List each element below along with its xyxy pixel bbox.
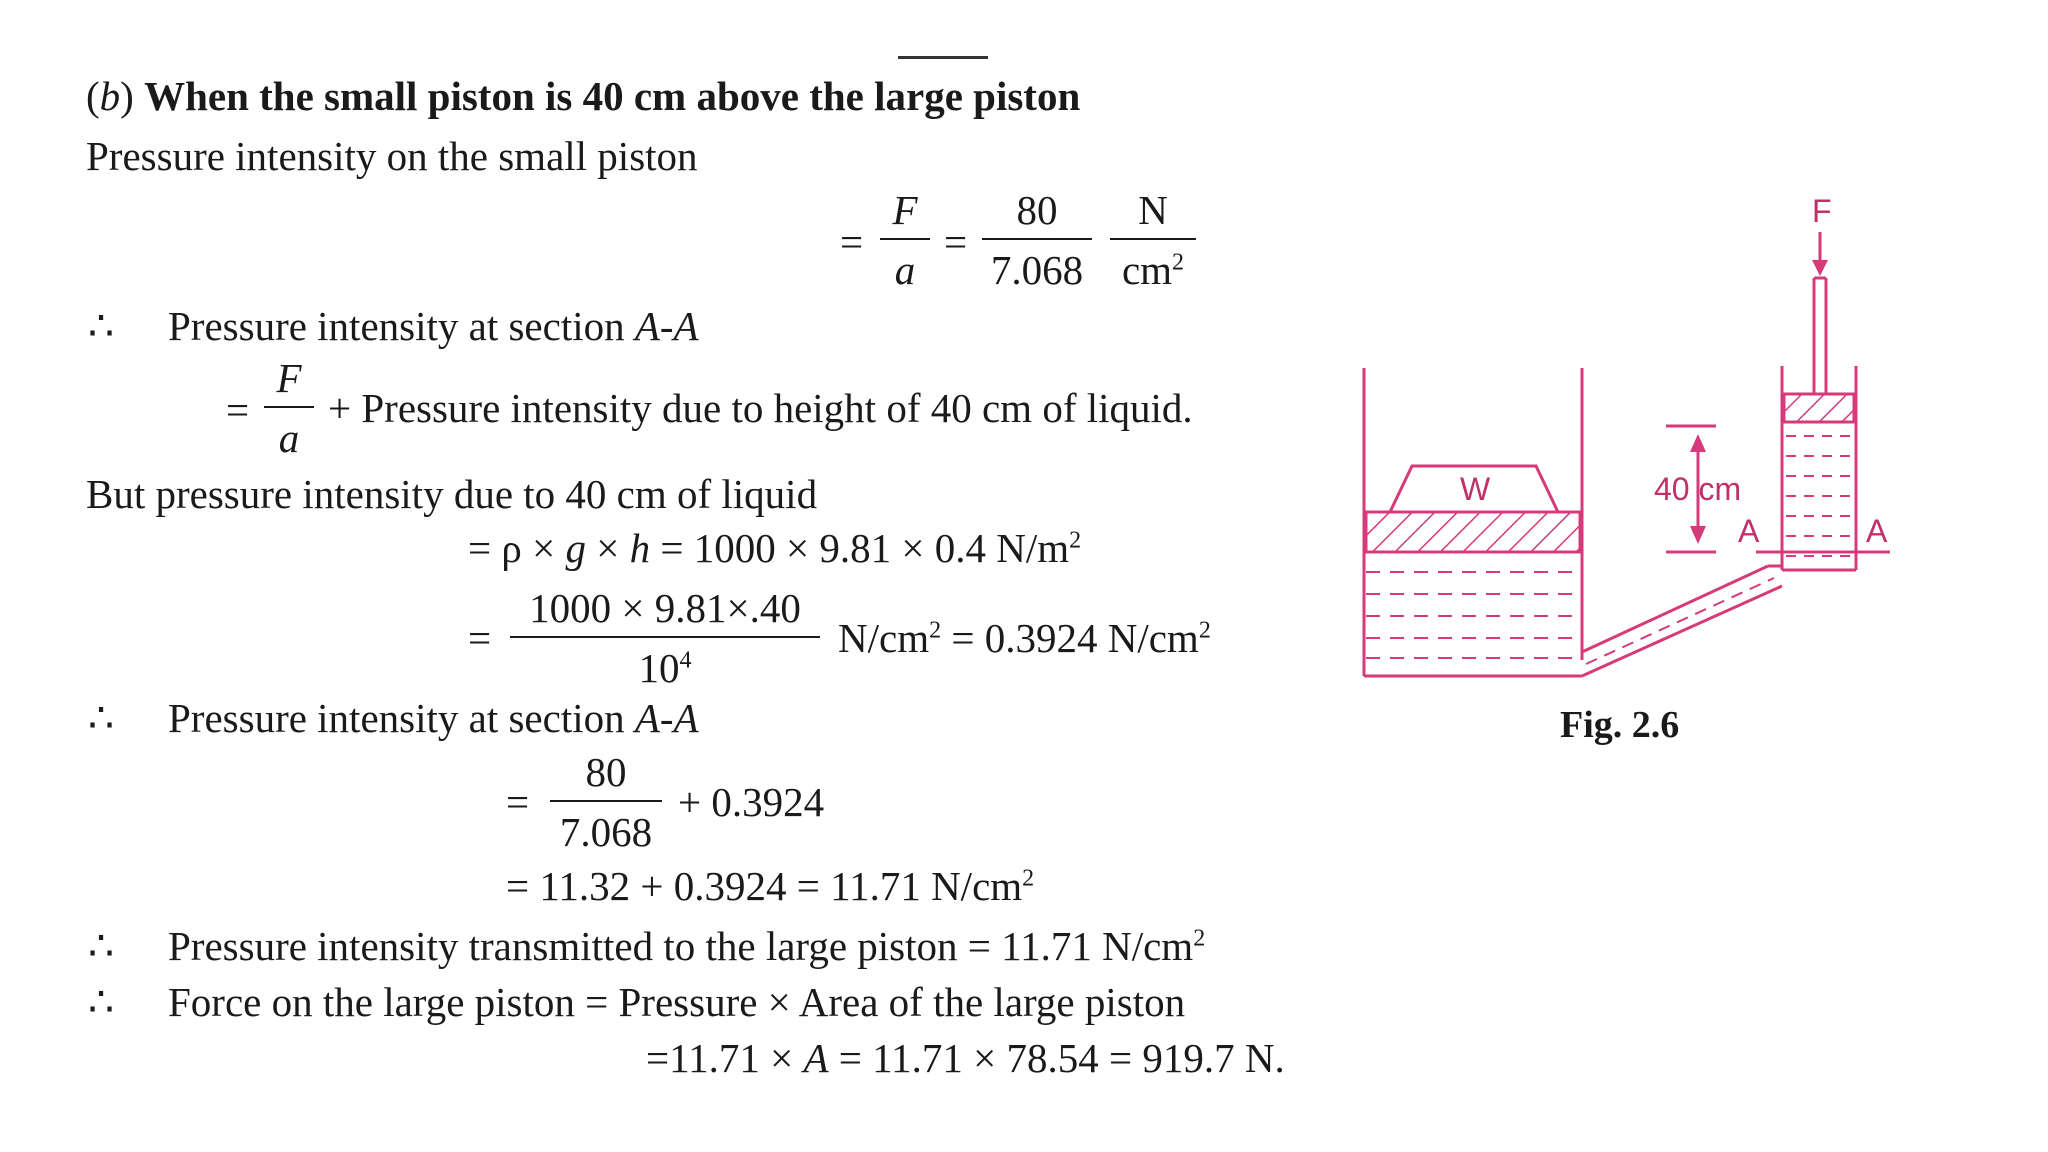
section-label-left: A: [1738, 513, 1760, 549]
eq1-equals: =: [840, 219, 864, 265]
heading-prefix-open: (: [86, 73, 100, 119]
eq4-equals: =: [468, 615, 492, 661]
eq4-result-value: = 0.3924 N/cm: [941, 615, 1199, 661]
heading-prefix-letter: b: [99, 73, 121, 119]
eq1-unit-numerator: N: [1138, 187, 1168, 233]
line4-text: Pressure intensity at section: [168, 695, 635, 741]
eq7-pre: =11.71 ×: [646, 1035, 804, 1081]
therefore-symbol-3: ∴: [88, 923, 115, 969]
eq4-exp-2: 2: [1198, 617, 1211, 644]
therefore-symbol-4: ∴: [88, 979, 115, 1025]
line-small-piston-pressure: Pressure intensity on the small piston: [86, 133, 698, 179]
heading-prefix-close: ): [120, 73, 134, 119]
eq4-exp-1: 2: [929, 617, 942, 644]
eq6-exponent: 2: [1022, 865, 1035, 892]
section-label-right: A: [1866, 513, 1888, 549]
eq6-text: = 11.32 + 0.3924 = 11.71 N/cm: [506, 863, 1023, 909]
eq1-unit-cm: cm: [1121, 247, 1173, 293]
heading-text: When the small piston is 40 cm above the large piston: [144, 73, 1081, 119]
eq1-unit-exponent: 2: [1172, 249, 1185, 276]
eq2-denominator-a: a: [278, 415, 300, 461]
line-force-large-piston: Force on the large piston = Pressure × Area of the large piston: [168, 979, 1186, 1025]
line2-section: A-A: [634, 303, 699, 349]
eq3-pre: = ρ ×: [468, 525, 566, 571]
eq1-denominator-7068: 7.068: [990, 247, 1084, 293]
line4-section: A-A: [634, 695, 699, 741]
small-piston: [1784, 394, 1854, 422]
eq7-post: = 11.71 × 78.54 = 919.7 N.: [828, 1035, 1285, 1081]
therefore-symbol-2: ∴: [88, 695, 115, 741]
therefore-symbol-1: ∴: [88, 303, 115, 349]
eq1-numerator-80: 80: [1016, 187, 1058, 233]
eq1-numerator-F: F: [892, 187, 918, 233]
eq7-A: A: [803, 1035, 829, 1081]
force-label: F: [1812, 193, 1832, 229]
eq3-mid: ×: [585, 525, 630, 571]
eq4-unit-1: N/cm: [838, 615, 930, 661]
eq2-rest: + Pressure intensity due to height of 40 cm of liquid.: [328, 385, 1193, 431]
dimension-arrow-up: [1690, 434, 1706, 452]
line5-text: Pressure intensity transmitted to the large piston = 11.71 N/cm: [168, 923, 1194, 969]
eq4-den-exponent: 4: [679, 647, 692, 674]
figure-caption: Fig. 2.6: [1560, 704, 1680, 746]
eq4-numerator: 1000 × 9.81×.40: [529, 585, 801, 631]
force-arrowhead: [1812, 260, 1828, 276]
eq3-post: = 1000 × 9.81 × 0.4 N/m: [650, 525, 1070, 571]
large-piston: [1366, 512, 1580, 552]
eq2-equals: =: [226, 387, 250, 433]
eq5-equals: =: [506, 779, 530, 825]
pipe-lower-wall: [1582, 586, 1782, 676]
line2-text: Pressure intensity at section: [168, 303, 635, 349]
height-label: 40 cm: [1654, 471, 1742, 507]
eq5-plus-term: + 0.3924: [678, 779, 825, 825]
eq4-den-base: 10: [638, 645, 680, 691]
line-liquid-pressure: But pressure intensity due to 40 cm of liquid: [86, 471, 818, 517]
pipe-liquid: [1586, 578, 1774, 664]
eq1-equals-2: =: [944, 219, 968, 265]
line5-exponent: 2: [1193, 925, 1206, 952]
eq5-numerator: 80: [585, 749, 627, 795]
eq3-h: h: [629, 525, 651, 571]
large-cylinder-liquid: [1366, 572, 1580, 658]
eq3-g: g: [565, 525, 586, 571]
eq1-denominator-a: a: [894, 247, 916, 293]
dimension-arrow-down: [1690, 526, 1706, 544]
eq2-numerator-F: F: [276, 355, 302, 401]
small-cylinder-liquid: [1786, 436, 1852, 556]
pipe-upper-wall: [1582, 566, 1768, 652]
weight-label: W: [1460, 471, 1491, 507]
eq5-denominator: 7.068: [559, 809, 653, 855]
eq3-exponent: 2: [1069, 527, 1082, 554]
